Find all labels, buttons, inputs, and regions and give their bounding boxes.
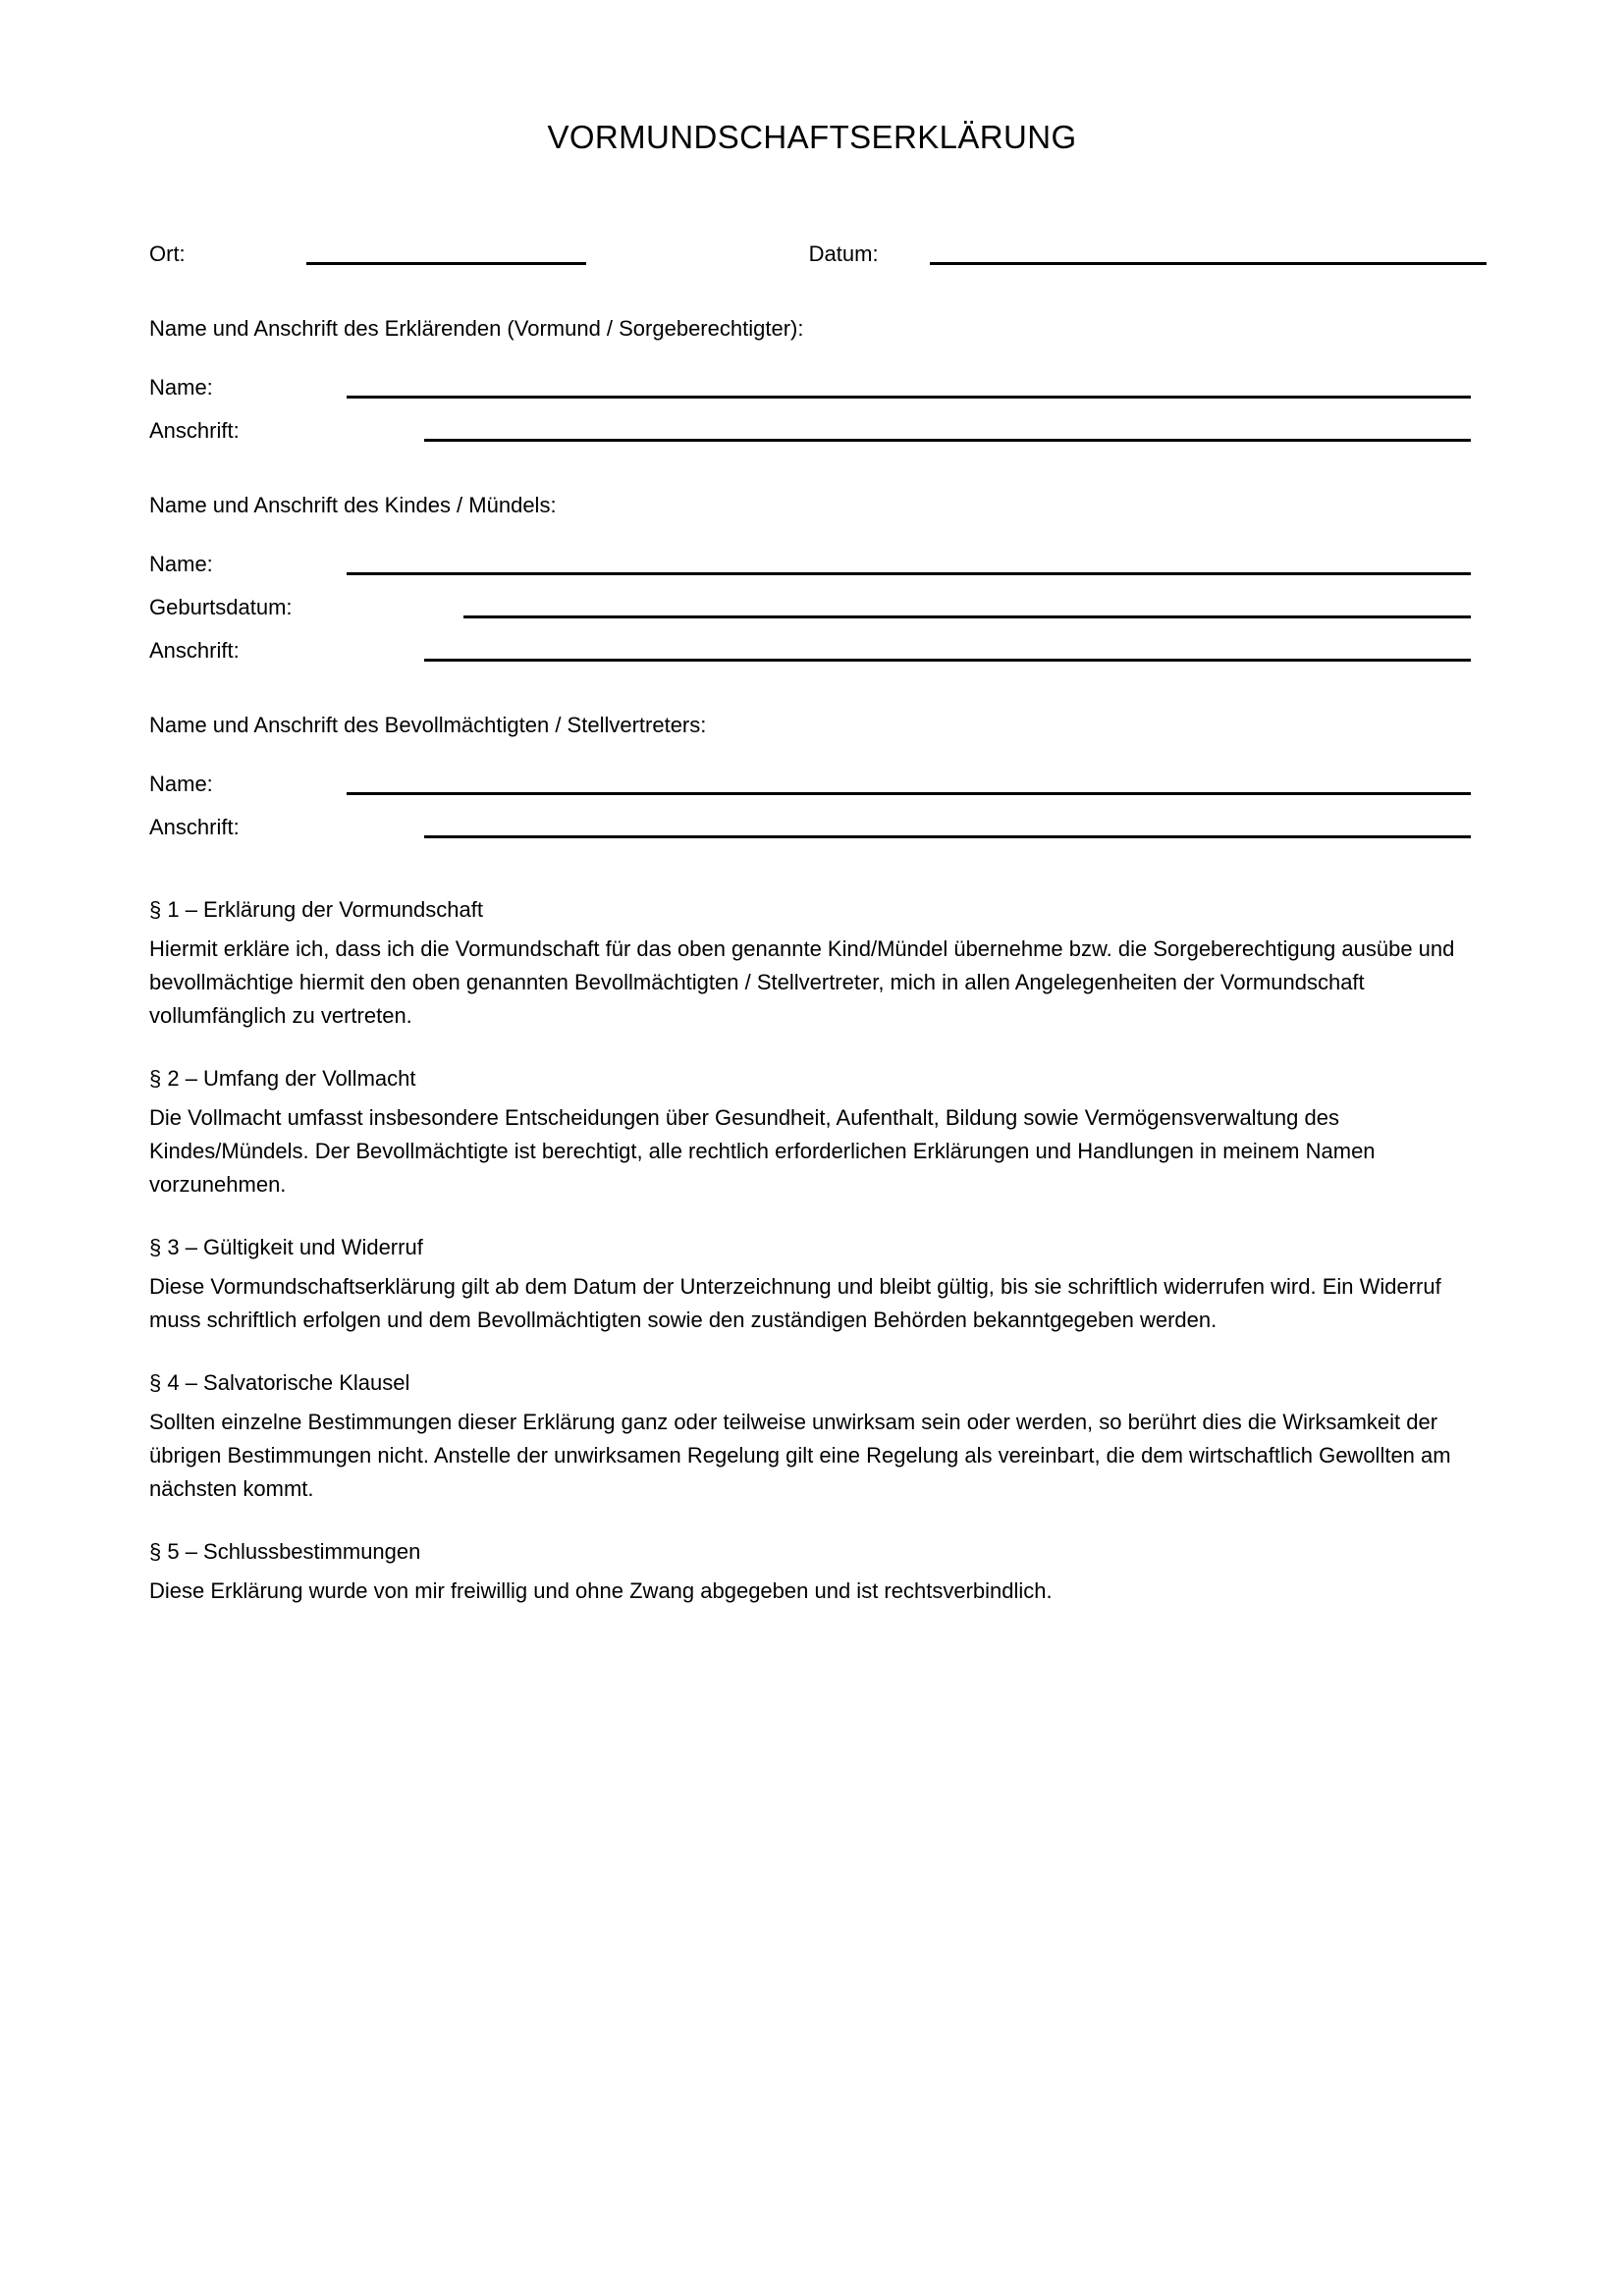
clause-2 (149, 1062, 1475, 1201)
datum-input-line[interactable] (930, 262, 1487, 265)
representative-name-input-line[interactable] (347, 792, 1471, 795)
clause-5 (149, 1535, 1475, 1608)
clause-1 (149, 893, 1475, 1033)
clause-2-heading: § 2 – Umfang der Vollmacht (149, 1065, 416, 1091)
declarant-address-input-line[interactable] (424, 439, 1471, 442)
representative-address-input-line[interactable] (424, 835, 1471, 838)
declarant-name-input-line[interactable] (347, 396, 1471, 399)
place-and-date-row (149, 224, 1475, 269)
datum-label: Datum: (808, 240, 879, 266)
clause-3 (149, 1231, 1475, 1337)
person-block-child (149, 491, 1475, 666)
clause-2-body: Die Vollmacht umfasst insbesondere Entscheidungen über Gesundheit, Aufenthalt, Bildung sowie Vermögensverwaltung des Kindes/Mündels. Der Bevollmächtigte ist berechtigt, alle rechtlich erforderlichen Erklärungen und Handlungen in meinem Namen vorzunehmen. (149, 1104, 1376, 1197)
field-row-declarant-name: Name: (149, 359, 1475, 402)
clause-1-heading: § 1 – Erklärung der Vormundschaft (149, 896, 483, 922)
clauses-container (149, 893, 1475, 1608)
field-row-child-name: Name: (149, 536, 1475, 579)
field-row-child-address: Anschrift: (149, 622, 1475, 666)
clause-4 (149, 1366, 1475, 1506)
child-name-input-line[interactable] (347, 572, 1471, 575)
field-row-representative-name: Name: (149, 756, 1475, 799)
clause-5-body: Diese Erklärung wurde von mir freiwillig und ohne Zwang abgegeben und ist rechtsverbindlich. (149, 1577, 1053, 1603)
field-row-declarant-address: Anschrift: (149, 402, 1475, 446)
block-heading-representative: Name und Anschrift des Bevollmächtigten / Stellvertreters: (149, 712, 707, 737)
block-heading-declarant: Name und Anschrift des Erklärenden (Vormund / Sorgeberechtigter): (149, 315, 804, 341)
field-row-representative-address: Anschrift: (149, 799, 1475, 842)
page-title: VORMUNDSCHAFTSERKLÄRUNG (547, 119, 1077, 155)
block-heading-child: Name und Anschrift des Kindes / Mündels: (149, 492, 557, 517)
clause-4-body: Sollten einzelne Bestimmungen dieser Erklärung ganz oder teilweise unwirksam sein oder werden, so berührt dies die Wirksamkeit der übrigen Bestimmungen nicht. Anstelle der unwirksamen Regelung gilt eine Regelung als vereinbart, die dem wirtschaftlich Gewollten am nächsten kommt. (149, 1409, 1451, 1501)
clause-5-heading: § 5 – Schlussbestimmungen (149, 1538, 421, 1564)
clause-3-heading: § 3 – Gültigkeit und Widerruf (149, 1234, 423, 1259)
child-birthdate-input-line[interactable] (463, 615, 1471, 618)
field-row-child-birthdate: Geburtsdatum: (149, 579, 1475, 622)
clause-4-heading: § 4 – Salvatorische Klausel (149, 1369, 410, 1395)
clause-1-body: Hiermit erkläre ich, dass ich die Vormundschaft für das oben genannte Kind/Mündel übernehme bzw. die Sorgeberechtigung ausübe und bevollmächtige hiermit den oben genannten Bevollmächtigten / Stellvertreter, mich in allen Angelegenheiten der Vormundschaft vollumfänglich zu vertreten. (149, 935, 1455, 1028)
child-address-input-line[interactable] (424, 659, 1471, 662)
person-block-declarant (149, 314, 1475, 446)
ort-input-line[interactable] (306, 262, 586, 265)
ort-label: Ort: (149, 240, 186, 266)
clause-3-body: Diese Vormundschaftserklärung gilt ab dem Datum der Unterzeichnung und bleibt gültig, bis sie schriftlich widerrufen wird. Ein Widerruf muss schriftlich erfolgen und dem Bevollmächtigten sowie den zuständigen Behörden bekanntgegeben werden. (149, 1273, 1441, 1332)
person-block-representative (149, 711, 1475, 842)
